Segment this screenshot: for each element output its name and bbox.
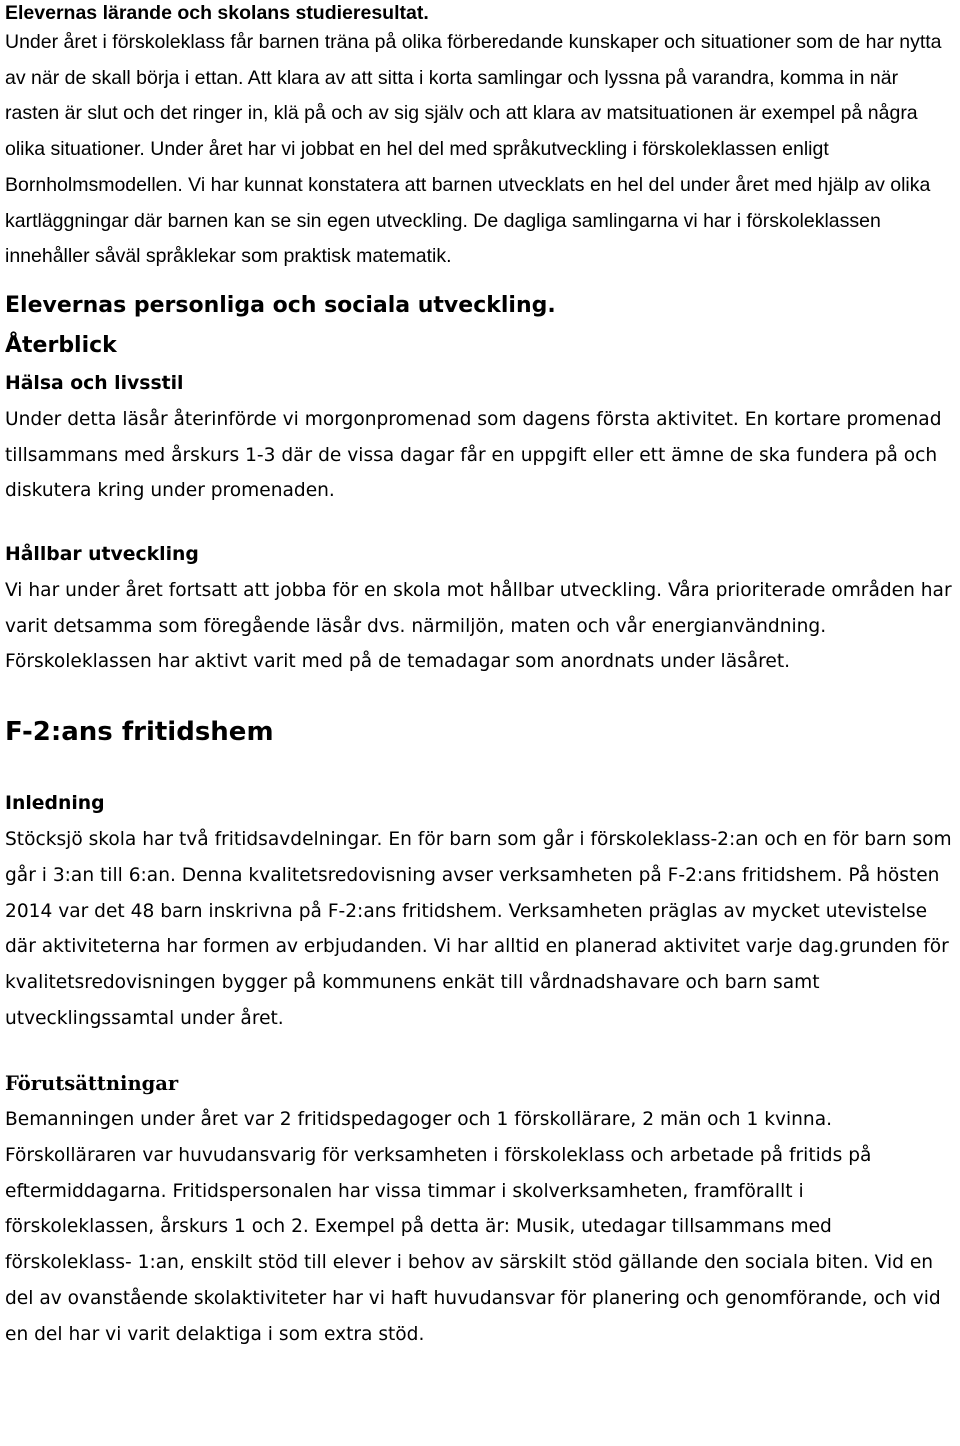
section-title-after-school: F-2:ans fritidshem	[5, 717, 274, 748]
section-title-personal-development: Elevernas personliga och sociala utveckling.	[5, 292, 556, 318]
retrospective-heading: Återblick	[5, 332, 117, 358]
intro-heading: Inledning	[5, 793, 105, 815]
sustainable-paragraph: Vi har under året fortsatt att jobba för en skola mot hållbar utveckling. Våra prioriterade områden har varit detsamma som föregående läsår dvs. närmiljön, maten och vår energianvändning. Förskoleklassen har aktivt varit med på de temadagar som anordnats under läsåret.	[5, 580, 952, 673]
document-page	[5, 0, 957, 1352]
sustainable-heading: Hållbar utveckling	[5, 544, 199, 566]
prerequisites-heading: Förutsättningar	[5, 1072, 179, 1096]
health-heading: Hälsa och livsstil	[5, 372, 184, 394]
section-title-learning: Elevernas lärande och skolans studieresultat.	[5, 2, 429, 24]
intro-paragraph: Stöcksjö skola har två fritidsavdelningar. En för barn som går i förskoleklass-2:an och en för barn som går i 3:an till 6:an. Denna kvalitetsredovisning avser verksamheten på F-2:ans fritidshem. På hösten 2014 var det 48 barn inskrivna på F-2:ans fritidshem. Verksamheten präglas av mycket utevistelse där aktiviteterna har formen av erbjudanden. Vi har alltid en planerad aktivitet varje dag.grunden för kvalitetsredovisningen bygger på kommunens enkät till vårdnadshavare och barn samt utvecklingssamtal under året.	[5, 829, 952, 1029]
learning-paragraph: Under året i förskoleklass får barnen träna på olika förberedande kunskaper och situationer som de har nytta av när de skall börja i ettan. Att klara av att sitta i korta samlingar och lyssna på varandra, komma in när rasten är slut och det ringer in, klä på och av sig själv och att klara av matsituationen är exempel på några olika situationer. Under året har vi jobbat en hel del med språkutveckling i förskoleklassen enligt Bornholmsmodellen. Vi har kunnat konstatera att barnen utvecklats en hel del under året med hjälp av olika kartläggningar där barnen kan se sin egen utveckling. De dagliga samlingarna vi har i förskoleklassen innehåller såväl språklekar som praktisk matematik.	[5, 31, 942, 268]
prerequisites-paragraph: Bemanningen under året var 2 fritidspedagoger och 1 förskollärare, 2 män och 1 kvinna. Förskolläraren var huvudansvarig för verksamheten i förskoleklass och arbetade på fritids på eftermiddagarna. Fritidspersonalen har vissa timmar i skolverksamheten, framförallt i förskoleklassen, årskurs 1 och 2. Exempel på detta är: Musik, utedagar tillsammans med förskoleklass- 1:an, enskilt stöd till elever i behov av särskilt stöd gällande den sociala biten. Vid en del av ovanstående skolaktiviteter har vi haft huvudansvar för planering och genomförande, och vid en del har vi varit delaktiga i som extra stöd.	[5, 1109, 941, 1345]
health-paragraph: Under detta läsår återinförde vi morgonpromenad som dagens första aktivitet. En kortare promenad tillsammans med årskurs 1-3 där de vissa dagar får en uppgift eller ett ämne de ska fundera på och diskutera kring under promenaden.	[5, 408, 942, 502]
